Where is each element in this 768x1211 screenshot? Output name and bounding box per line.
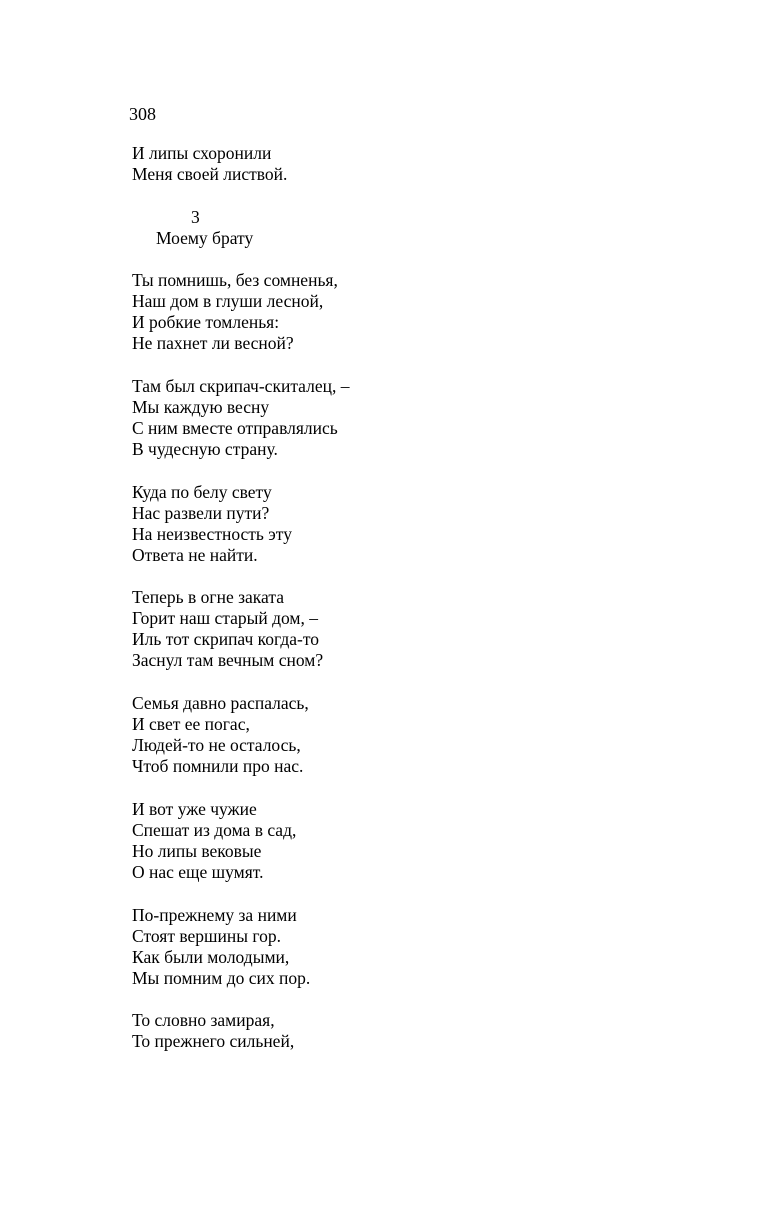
stanza-8 xyxy=(132,1010,294,1052)
poem-line: Чтоб помнили про нас. xyxy=(132,756,304,776)
poem-line: Теперь в огне заката xyxy=(132,587,284,607)
stanza-5 xyxy=(132,693,309,777)
poem-line: В чудесную страну. xyxy=(132,439,278,459)
poem-line: И вот уже чужие xyxy=(132,799,257,819)
stanza-1 xyxy=(132,270,338,354)
poem-line: Меня своей листвой. xyxy=(132,164,288,184)
poem-line: Ответа не найти. xyxy=(132,545,258,565)
poem-dedication: Моему брату xyxy=(156,228,254,248)
poem-line: Горит наш старый дом, – xyxy=(132,608,318,628)
poem-line: И липы схоронили xyxy=(132,143,272,163)
stanza-7 xyxy=(132,905,310,989)
poem-line: Как были молодыми, xyxy=(132,947,290,967)
poem-line: То прежнего сильней, xyxy=(132,1031,295,1051)
poem-line: Семья давно распалась, xyxy=(132,693,309,713)
poem-line: Спешат из дома в сад, xyxy=(132,820,297,840)
poem-line: Ты помнишь, без сомненья, xyxy=(132,270,338,290)
poem-line: Мы каждую весну xyxy=(132,397,270,417)
poem-line: И робкие томленья: xyxy=(132,312,280,332)
poem-line: Стоят вершины гор. xyxy=(132,926,281,946)
poem-line: Мы помним до сих пор. xyxy=(132,968,311,988)
poem-line: Не пахнет ли весной? xyxy=(132,333,294,353)
poem-line: Но липы вековые xyxy=(132,841,262,861)
poem-line: Иль тот скрипач когда-то xyxy=(132,629,320,649)
poem-line: Куда по белу свету xyxy=(132,482,272,502)
poem-line: Людей-то не осталось, xyxy=(132,735,301,755)
page-number: 308 xyxy=(129,104,156,124)
poem-line: И свет ее погас, xyxy=(132,714,250,734)
stanza-3 xyxy=(132,482,292,566)
poem-line: С ним вместе отправлялись xyxy=(132,418,338,438)
stanza-2 xyxy=(132,376,349,460)
intro-stanza xyxy=(132,143,287,185)
poem-line: По-прежнему за ними xyxy=(132,905,297,925)
stanza-4 xyxy=(132,587,323,671)
poem-line: Наш дом в глуши лесной, xyxy=(132,291,324,311)
stanza-6 xyxy=(132,799,296,883)
poem-line: На неизвестность эту xyxy=(132,524,292,544)
poem-line: О нас еще шумят. xyxy=(132,862,264,882)
poem-line: Там был скрипач-скиталец, – xyxy=(132,376,350,396)
poem-line: Нас развели пути? xyxy=(132,503,270,523)
poem-line: То словно замирая, xyxy=(132,1010,275,1030)
section-number: 3 xyxy=(191,207,200,227)
poem-line: Заснул там вечным сном? xyxy=(132,650,324,670)
